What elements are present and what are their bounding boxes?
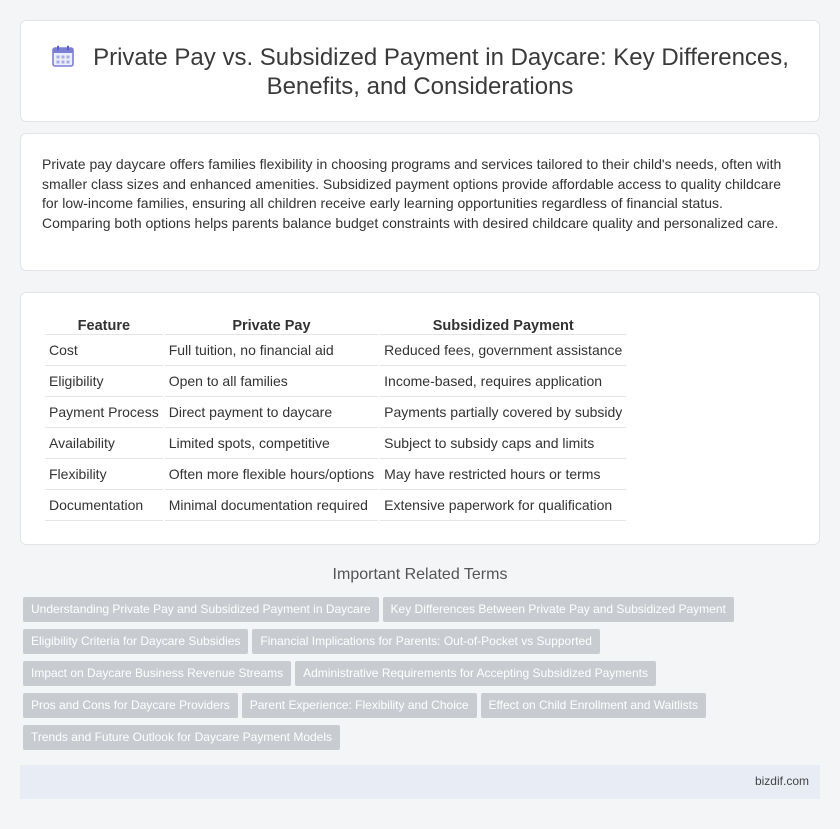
- table-row: [45, 459, 626, 490]
- comparison-card: [20, 292, 820, 545]
- page-title-wrap: [21, 43, 819, 101]
- related-term-tag[interactable]: Pros and Cons for Daycare Providers: [23, 693, 238, 718]
- column-header-feature: Feature: [45, 315, 163, 335]
- table-cell: Cost: [45, 335, 163, 366]
- table-cell: Availability: [45, 428, 163, 459]
- table-cell: Reduced fees, government assistance: [380, 335, 626, 366]
- table-cell: Payment Process: [45, 397, 163, 428]
- related-term-tag[interactable]: Eligibility Criteria for Daycare Subsidies: [23, 629, 248, 654]
- table-cell: Limited spots, competitive: [165, 428, 378, 459]
- related-terms-list: [23, 597, 813, 757]
- related-term-tag[interactable]: Financial Implications for Parents: Out-of-Pocket vs Supported: [252, 629, 599, 654]
- table-row: [45, 490, 626, 521]
- comparison-table: [43, 315, 628, 521]
- footer-site-link[interactable]: bizdif.com: [754, 774, 809, 788]
- related-term-tag[interactable]: Administrative Requirements for Accepting Subsidized Payments: [295, 661, 656, 686]
- related-term-tag[interactable]: Effect on Child Enrollment and Waitlists: [481, 693, 706, 718]
- related-term-tag[interactable]: Parent Experience: Flexibility and Choice: [242, 693, 477, 718]
- table-row: [45, 366, 626, 397]
- column-header-subsidized-payment: Subsidized Payment: [380, 315, 626, 335]
- intro-card: [20, 133, 820, 271]
- table-cell: Documentation: [45, 490, 163, 521]
- related-term-tag[interactable]: Impact on Daycare Business Revenue Streams: [23, 661, 291, 686]
- related-term-tag[interactable]: Key Differences Between Private Pay and Subsidized Payment: [383, 597, 734, 622]
- footer: [20, 765, 820, 799]
- table-header-row: [45, 315, 626, 335]
- table-cell: Minimal documentation required: [165, 490, 378, 521]
- table-row: [45, 428, 626, 459]
- table-row: [45, 397, 626, 428]
- title-card: [20, 20, 820, 122]
- table-cell: Open to all families: [165, 366, 378, 397]
- related-term-tag[interactable]: Understanding Private Pay and Subsidized Payment in Daycare: [23, 597, 379, 622]
- calendar-icon: [51, 44, 75, 68]
- related-term-tag[interactable]: Trends and Future Outlook for Daycare Payment Models: [23, 725, 340, 750]
- table-cell: Income-based, requires application: [380, 366, 626, 397]
- table-cell: Often more flexible hours/options: [165, 459, 378, 490]
- table-cell: Payments partially covered by subsidy: [380, 397, 626, 428]
- table-cell: Extensive paperwork for qualification: [380, 490, 626, 521]
- column-header-private-pay: Private Pay: [165, 315, 378, 335]
- table-cell: Full tuition, no financial aid: [165, 335, 378, 366]
- table-cell: Eligibility: [45, 366, 163, 397]
- table-cell: Subject to subsidy caps and limits: [380, 428, 626, 459]
- table-cell: May have restricted hours or terms: [380, 459, 626, 490]
- table-row: [45, 335, 626, 366]
- table-cell: Flexibility: [45, 459, 163, 490]
- related-terms-title: Important Related Terms: [332, 566, 508, 583]
- table-cell: Direct payment to daycare: [165, 397, 378, 428]
- page-title: Private Pay vs. Subsidized Payment in Daycare: Key Differences, Benefits, and Considerations: [93, 44, 789, 100]
- intro-paragraph: Private pay daycare offers families flexibility in choosing programs and services tailored to their child's needs, often with smaller class sizes and enhanced amenities. Subsidized payment options provide affordable access to quality childcare for low-income families, ensuring all children receive early learning opportunities regardless of financial status. Comparing both options helps parents balance budget constraints with desired childcare quality and personalized care.: [42, 156, 782, 231]
